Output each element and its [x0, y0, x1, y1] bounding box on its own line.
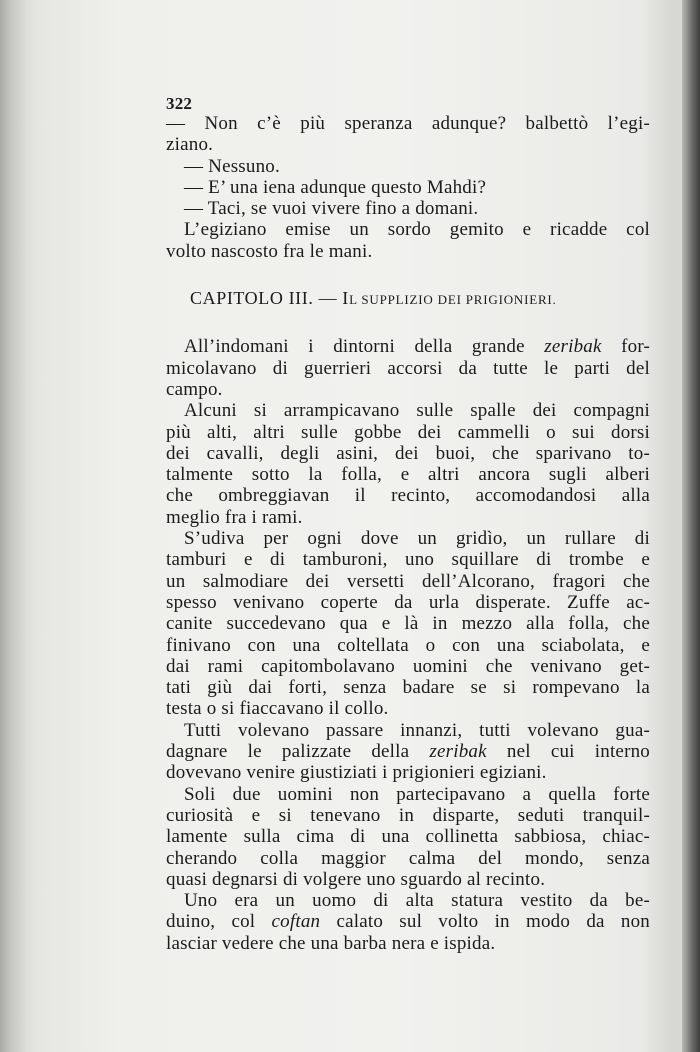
paragraph-line: S’udiva per ogni dove un gridìo, un rullare di [184, 528, 650, 550]
paragraph-line [166, 336, 650, 357]
paragraph-line: dovevano venire giustiziati i prigionieri egiziani. [166, 762, 547, 784]
paragraph-line: canite succedevano qua e là in mezzo alla folla, che [166, 613, 650, 635]
dialogue-line: — Non c’è più speranza adunque? balbettò l’egi- [166, 113, 650, 134]
paragraph-line: un salmodiare dei versetti dell’Alcorano, fragori che [166, 570, 650, 592]
text-run: All’indomani i dintorni della grande [184, 336, 545, 358]
chapter-title [342, 288, 557, 309]
paragraph-line: micolavano di guerrieri accorsi da tutte le parti del [166, 357, 650, 379]
text-run: for- [601, 336, 650, 358]
text-run: dagnare le palizzate della [166, 741, 430, 763]
page-edge-shadow [682, 0, 700, 1052]
dialogue-section [166, 113, 650, 262]
dialogue-line: L’egiziano emise un sordo gemito e ricadde col [184, 219, 650, 241]
paragraph-line: campo. [166, 378, 223, 400]
paragraph [166, 336, 650, 400]
paragraph-line: dei cavalli, degli asini, dei buoi, che sparivano to- [166, 442, 650, 464]
paragraph [166, 784, 650, 890]
paragraph-line: lamente sulla cima di una collinetta sabbiosa, chiac- [166, 826, 650, 848]
text-run: nel cui interno [486, 741, 650, 763]
dialogue-line: ziano. [166, 134, 214, 156]
page-number: 322 [166, 94, 193, 113]
dialogue-line: — Taci, se vuoi vivere fino a domani. [184, 198, 479, 220]
paragraph-line: spesso venivano coperte da urla disperate. Zuffe ac- [166, 591, 650, 613]
paragraph-line: tamburi e di tamburoni, uno squillare di trombe e [166, 549, 650, 571]
paragraph-line: dai rami capitombolavano uomini che venivano get- [166, 655, 650, 677]
chapter-heading [190, 288, 650, 310]
paragraph-line: Alcuni si arrampicavano sulle spalle dei compagni [184, 400, 650, 422]
paragraph-line [166, 911, 650, 932]
dialogue-line: — Nessuno. [184, 155, 280, 177]
chapter-dash: — [318, 288, 338, 309]
paragraph-line: Tutti volevano passare innanzi, tutti volevano gua- [184, 719, 650, 741]
chapter-title-rest: L SUPPLIZIO DEI PRIGIONIERI. [349, 292, 557, 308]
text-run: duino, col [166, 911, 272, 933]
paragraph-line: lasciar vedere che una barba nera e ispida. [166, 932, 496, 954]
paragraph-line: curiosità e si tenevano in disparte, seduti tranquil- [166, 804, 650, 826]
paragraph-line [166, 741, 650, 762]
paragraph [166, 400, 650, 528]
italic-term: coftan [271, 911, 321, 933]
paragraph-line: cherando colla maggior calma del mondo, senza [166, 847, 650, 869]
dialogue-line: — E’ una iena adunque questo Mahdi? [184, 176, 487, 198]
chapter-title-initial: I [342, 288, 350, 309]
chapter-label: CAPITOLO III. [190, 288, 314, 309]
paragraph [166, 528, 650, 720]
paragraph-line: testa o si fiaccavano il collo. [166, 698, 389, 720]
paragraph-line: meglio fra i rami. [166, 506, 303, 528]
paragraph-line: Uno era un uomo di alta statura vestito da be- [184, 890, 650, 912]
italic-term: zeribak [544, 336, 602, 358]
dialogue-line: volto nascosto fra le mani. [166, 240, 373, 262]
text-run: calato sul volto in modo da non [320, 911, 650, 933]
paragraph-line: che ombreggiavan il recinto, accomodandosi alla [166, 485, 650, 507]
paragraph-line: più alti, altri sulle gobbe dei cammelli o sui dorsi [166, 421, 650, 443]
page-text [166, 94, 650, 954]
paragraph [166, 720, 650, 784]
paragraph-line: tati giù dai forti, senza badare se si rompevano la [166, 677, 650, 699]
paragraph-line: Soli due uomini non partecipavano a quella forte [184, 783, 650, 805]
paragraph-line: finivano con una coltellata o con una sciabolata, e [166, 634, 650, 656]
italic-term: zeribak [429, 741, 487, 763]
paragraph [166, 890, 650, 954]
paragraph-line: talmente sotto la folla, e altri ancora sugli alberi [166, 464, 650, 486]
page-binding-shadow [0, 0, 26, 1052]
paragraph-line: quasi degnarsi di volgere uno sguardo al recinto. [166, 868, 546, 890]
